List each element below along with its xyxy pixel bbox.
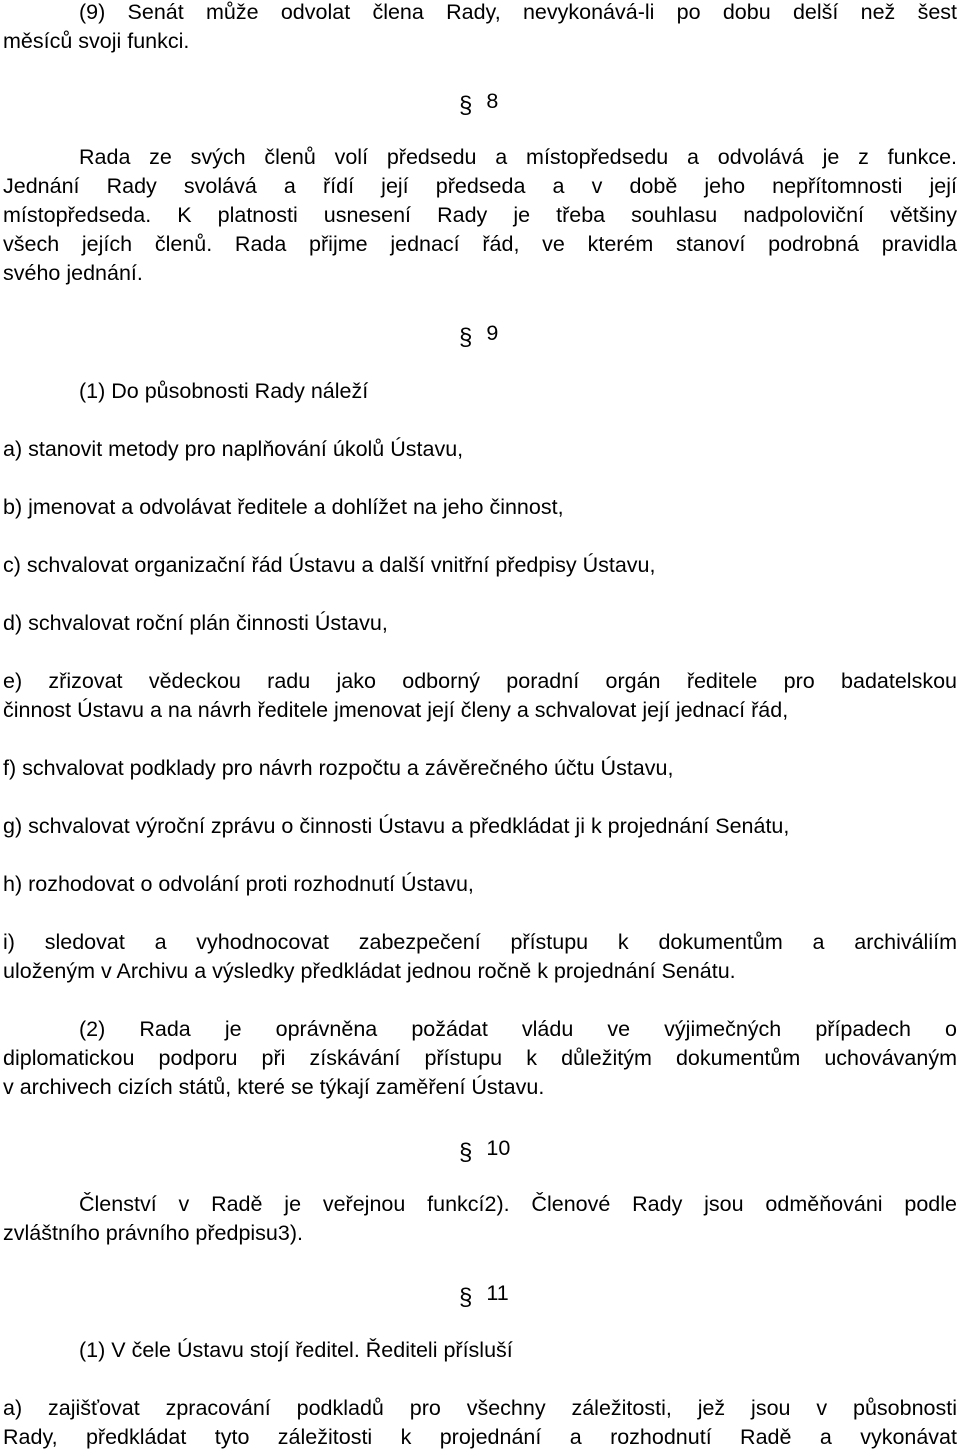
section-symbol: §	[459, 324, 473, 351]
section-9-heading	[459, 318, 499, 351]
text-line: Rady, předkládat tyto záležitosti k projednání a rozhodnutí Radě a vykonávat	[3, 1425, 957, 1449]
section-symbol: §	[459, 1284, 473, 1311]
section-11-intro	[3, 1336, 957, 1365]
section-8-text	[3, 143, 957, 288]
section-symbol: §	[459, 1139, 473, 1166]
text-line: a) zajišťovat zpracování podkladů pro všechny záležitosti, jež jsou v působnosti	[3, 1396, 957, 1420]
section-number: 9	[486, 321, 499, 345]
text-line: všech jejích členů. Rada přijme jednací řád, ve kterém stanoví podrobná pravidla	[3, 232, 957, 256]
text-line: činnost Ústavu a na návrh ředitele jmenovat její členy a schvalovat její jednací řád,	[3, 698, 789, 722]
text-line: (2) Rada je oprávněna požádat vládu ve výjimečných případech o	[79, 1017, 957, 1041]
section-11-heading	[459, 1278, 509, 1311]
text-line: c) schvalovat organizační řád Ústavu a další vnitřní předpisy Ústavu,	[3, 553, 656, 577]
section-10-text	[3, 1190, 957, 1248]
text-line: (9) Senát může odvolat člena Rady, nevykonává-li po dobu delší než šest	[79, 0, 957, 24]
list-item-g	[3, 812, 957, 841]
text-line: místopředseda. K platnosti usnesení Rady je třeba souhlasu nadpoloviční většiny	[3, 203, 957, 227]
text-line: e) zřizovat vědeckou radu jako odborný poradní orgán ředitele pro badatelskou	[3, 669, 957, 693]
text-line: d) schvalovat roční plán činnosti Ústavu,	[3, 611, 388, 635]
list-item-h	[3, 870, 957, 899]
section-10-heading	[459, 1133, 511, 1166]
section-number: 11	[486, 1281, 509, 1305]
paragraph-2	[3, 1015, 957, 1102]
list-item-b	[3, 493, 957, 522]
text-line: f) schvalovat podklady pro návrh rozpočtu a závěrečného účtu Ústavu,	[3, 756, 674, 780]
list-item-a	[3, 435, 957, 464]
text-line: (1) Do působnosti Rady náleží	[79, 379, 369, 403]
list-item-d	[3, 609, 957, 638]
text-line: diplomatickou podporu při získávání přístupu k důležitým dokumentům uchovávaným	[3, 1046, 957, 1070]
text-line: g) schvalovat výroční zprávu o činnosti Ústavu a předkládat ji k projednání Senátu,	[3, 814, 790, 838]
text-line: i) sledovat a vyhodnocovat zabezpečení přístupu k dokumentům a archiváliím	[3, 930, 957, 954]
paragraph-9	[3, 0, 957, 56]
section-9-intro	[3, 377, 957, 406]
text-line: Členství v Radě je veřejnou funkcí2). Členové Rady jsou odměňováni podle	[79, 1192, 957, 1216]
text-line: měsíců svoji funkci.	[3, 29, 190, 53]
text-line: zvláštního právního předpisu3).	[3, 1221, 303, 1245]
list-item-f	[3, 754, 957, 783]
text-line: h) rozhodovat o odvolání proti rozhodnutí Ústavu,	[3, 872, 474, 896]
text-line: uloženým v Archivu a výsledky předkládat jednou ročně k projednání Senátu.	[3, 959, 736, 983]
text-line: a) stanovit metody pro naplňování úkolů Ústavu,	[3, 437, 464, 461]
text-line: svého jednání.	[3, 261, 143, 285]
list-item-i	[3, 928, 957, 986]
text-line: Rada ze svých členů volí předsedu a místopředsedu a odvolává je z funkce.	[79, 145, 957, 169]
section-number: 8	[486, 89, 499, 113]
list-item-11a	[3, 1394, 957, 1452]
text-line: (1) V čele Ústavu stojí ředitel. Řediteli přísluší	[79, 1338, 513, 1362]
list-item-c	[3, 551, 957, 580]
section-symbol: §	[459, 92, 473, 119]
list-item-e	[3, 667, 957, 725]
text-line: Jednání Rady svolává a řídí její předseda a v době jeho nepřítomnosti její	[3, 174, 957, 198]
text-line: b) jmenovat a odvolávat ředitele a dohlížet na jeho činnost,	[3, 495, 564, 519]
text-line: v archivech cizích států, které se týkají zaměření Ústavu.	[3, 1075, 545, 1099]
section-8-heading	[459, 86, 499, 119]
document-page	[3, 0, 957, 1454]
section-number: 10	[486, 1136, 511, 1160]
